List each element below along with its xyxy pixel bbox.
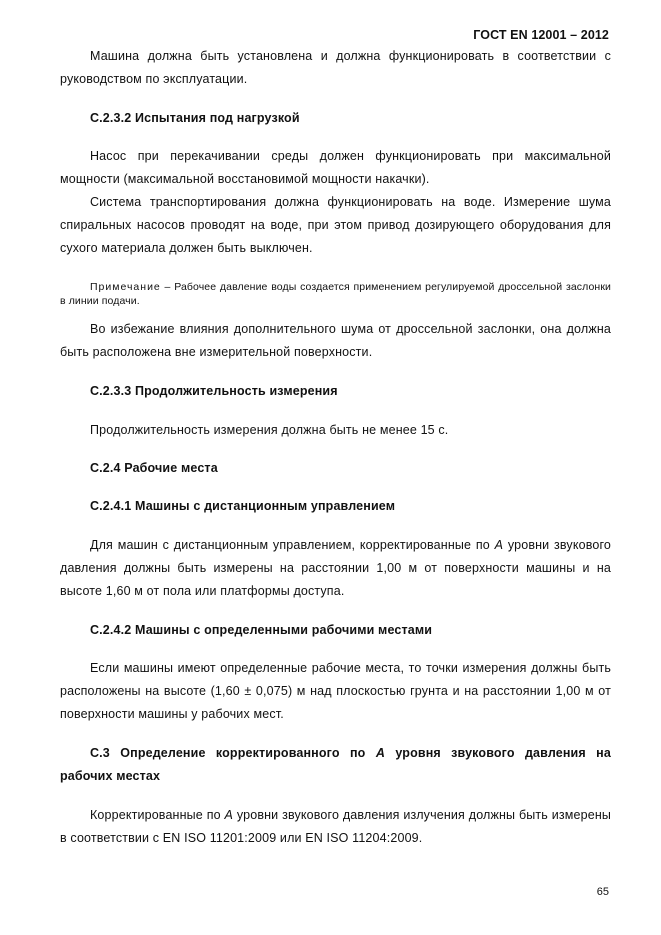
section-heading: С.3 Определение корректированного по А уровня звукового давления на рабочих местах <box>60 746 611 783</box>
section-c2-4-2-body <box>60 657 611 726</box>
paragraph: Если машины имеют определенные рабочие места, то точки измерения должны быть расположены на высоте (1,60 ± 0,075) м над плоскостью грунта и на расстоянии 1,00 м от поверхности машины у рабочих мест. <box>60 661 611 721</box>
paragraph: Машина должна быть установлена и должна функционировать в соответствии с руководством по эксплуатации. <box>60 49 611 86</box>
section-c2-4-1-body <box>60 534 611 603</box>
section-heading: С.2.4 Рабочие места <box>90 461 218 475</box>
section-c2-3-2-body <box>60 145 611 260</box>
paragraph: Корректированные по А уровни звукового давления излучения должны быть измерены в соответствии с EN ISO 11201:2009 или EN ISO 11204:2009. <box>60 808 612 845</box>
section-c2-3-2-tail <box>60 318 611 364</box>
section-heading: С.2.3.2 Испытания под нагрузкой <box>90 111 300 125</box>
letter-a: А <box>224 808 234 822</box>
section-c3-body <box>60 804 611 850</box>
letter-a: А <box>494 538 504 552</box>
document-code-header: ГОСТ EN 12001 – 2012 <box>473 28 609 42</box>
paragraph: Продолжительность измерения должна быть не менее 15 с. <box>90 423 449 437</box>
note-label: Примечание <box>90 281 161 293</box>
paragraph: Система транспортирования должна функционировать на воде. Измерение шума спиральных насосов проводят на воде, при этом привод дозирующего оборудования для сухого материала должен быть выключен. <box>60 195 611 255</box>
section-c2-3-3-body <box>60 419 611 442</box>
section-heading: С.2.3.3 Продолжительность измерения <box>90 384 338 398</box>
note-paragraph <box>60 280 611 308</box>
section-c2-4 <box>60 457 611 480</box>
section-c2-4-1 <box>60 495 611 518</box>
section-c2-3-2 <box>60 107 611 130</box>
letter-a: А <box>375 746 385 760</box>
paragraph: Насос при перекачивании среды должен функционировать при максимальной мощности (максимальной восстановимой мощности накачки). <box>60 149 611 186</box>
page-number: 65 <box>596 886 609 898</box>
intro-paragraph <box>60 45 611 91</box>
paragraph: Для машин с дистанционным управлением, корректированные по А уровни звукового давления должны быть измерены на расстоянии 1,00 м от поверхности машины и на высоте 1,60 м от пола или платформы доступа. <box>60 538 611 598</box>
note-text: – Рабочее давление воды создается применением регулируемой дроссельной заслонки в линии подачи. <box>60 281 611 307</box>
section-c3 <box>60 742 611 788</box>
section-heading: С.2.4.2 Машины с определенными рабочими местами <box>90 623 433 637</box>
paragraph: Во избежание влияния дополнительного шума от дроссельной заслонки, она должна быть расположена вне измерительной поверхности. <box>60 322 611 359</box>
note-block <box>60 280 611 308</box>
section-c2-4-2 <box>60 619 611 642</box>
section-heading: С.2.4.1 Машины с дистанционным управлением <box>90 499 396 513</box>
section-c2-3-3 <box>60 380 611 403</box>
